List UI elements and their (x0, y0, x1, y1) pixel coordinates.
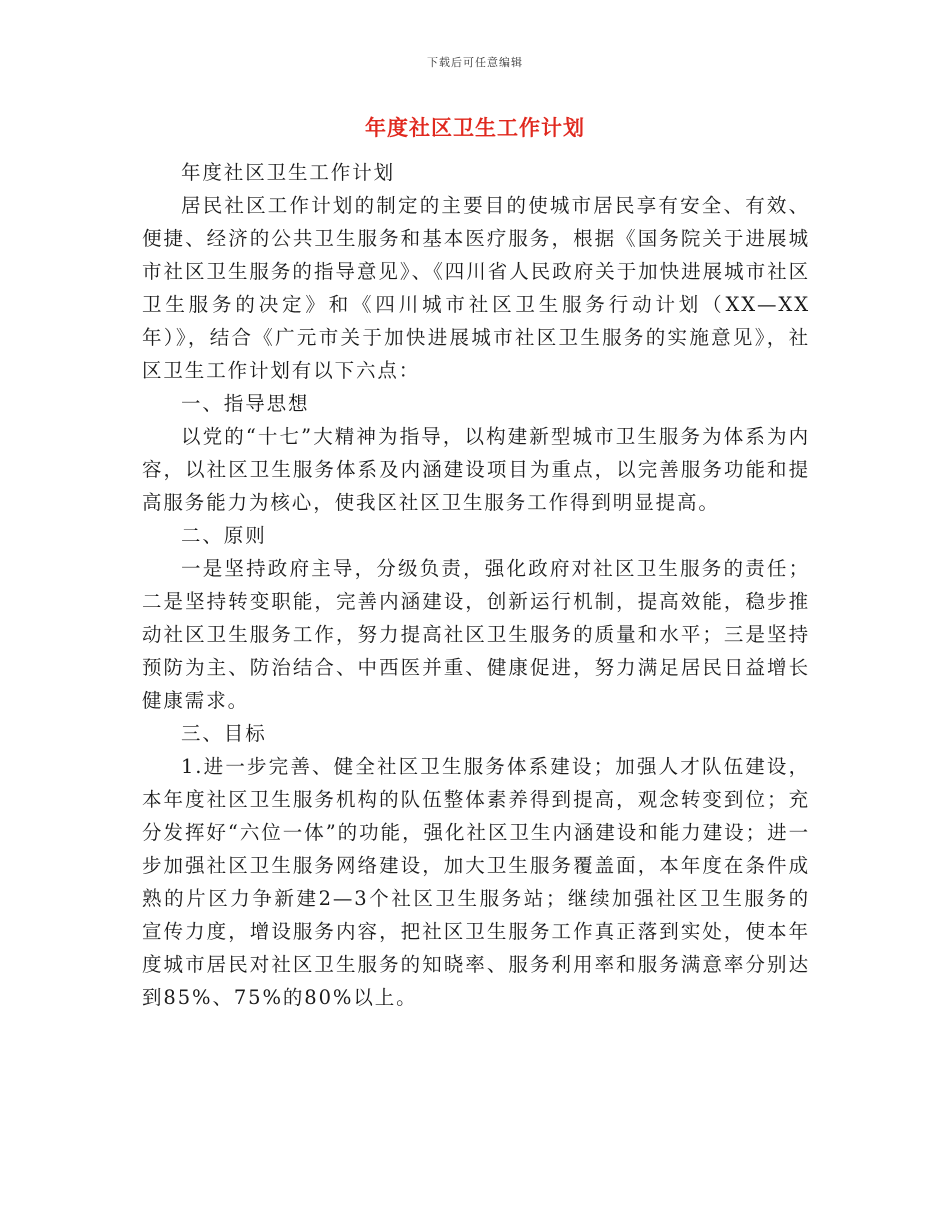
header-note: 下载后可任意编辑 (427, 56, 523, 69)
goals-paragraph: 1.进一步完善、健全社区卫生服务体系建设；加强人才队伍建设，本年度社区卫生服务机构的队伍整体素养得到提高，观念转变到位；充分发挥好“六位一体”的功能，强化社区卫生内涵建设和能力建设；进一步加强社区卫生服务网络建设，加大卫生服务覆盖面，本年度在条件成熟的片区力争新建2—3个社区卫生服务站；继续加强社区卫生服务的宣传力度，增设服务内容，把社区卫生服务工作真正落到实处，使本年度城市居民对社区卫生服务的知晓率、服务利用率和服务满意率分别达到85%、75%的80%以上。 (142, 755, 810, 1009)
guiding-ideology-paragraph: 以党的“十七”大精神为指导，以构建新型城市卫生服务为体系为内容，以社区卫生服务体系及内涵建设项目为重点，以完善服务功能和提高服务能力为核心，使我区社区卫生服务工作得到明显提高。 (142, 425, 810, 514)
section-heading-guiding-ideology: 一、指导思想 (181, 392, 310, 415)
document-body (142, 156, 810, 1014)
subtitle-paragraph: 年度社区卫生工作计划 (181, 161, 396, 184)
section-heading-goals: 三、目标 (181, 722, 267, 745)
section-heading-principles: 二、原则 (181, 524, 267, 547)
intro-paragraph: 居民社区工作计划的制定的主要目的使城市居民享有安全、有效、便捷、经济的公共卫生服务和基本医疗服务，根据《国务院关于进展城市社区卫生服务的指导意见》、《四川省人民政府关于加快进展城市社区卫生服务的决定》和《四川城市社区卫生服务行动计划（XX—XX年）》，结合《广元市关于加快进展城市社区卫生服务的实施意见》，社区卫生工作计划有以下六点： (142, 194, 810, 382)
principles-paragraph: 一是坚持政府主导，分级负责，强化政府对社区卫生服务的责任；二是坚持转变职能，完善内涵建设，创新运行机制，提高效能，稳步推动社区卫生服务工作，努力提高社区卫生服务的质量和水平；三是坚持预防为主、防治结合、中西医并重、健康促进，努力满足居民日益增长健康需求。 (142, 557, 810, 712)
document-title: 年度社区卫生工作计划 (365, 115, 585, 140)
